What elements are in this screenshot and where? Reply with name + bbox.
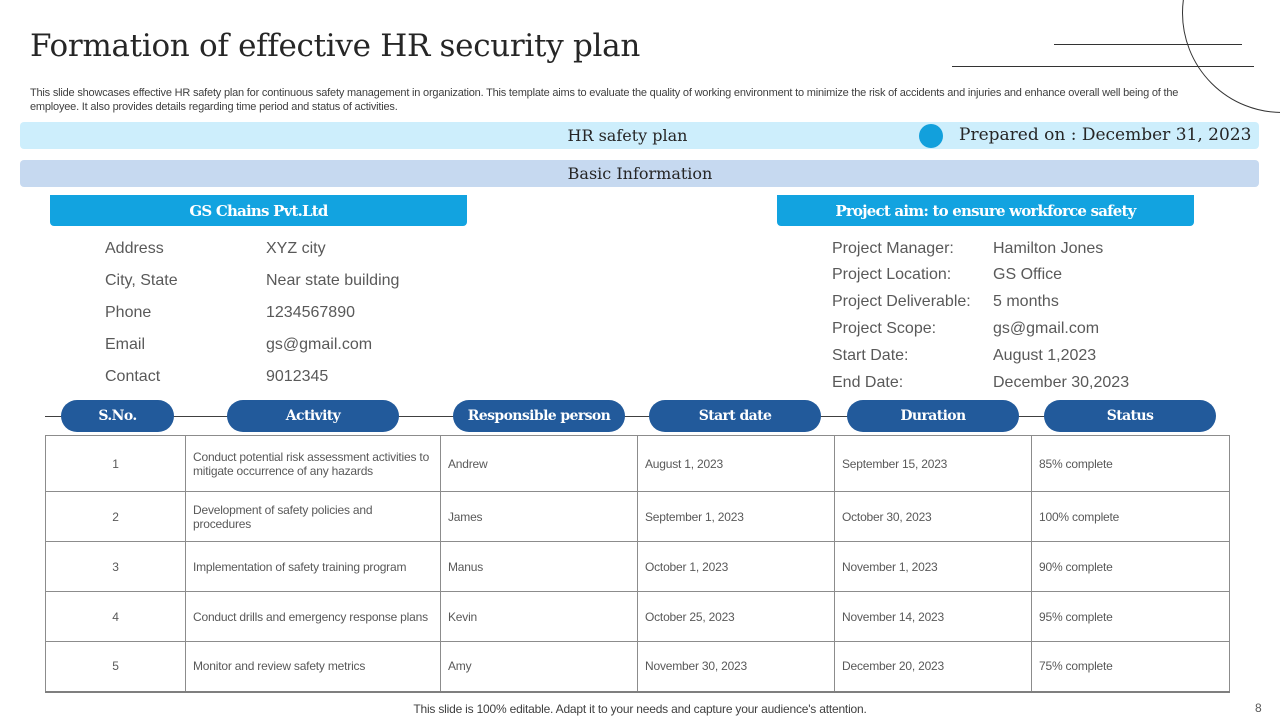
cell-sno: 5 <box>46 642 186 692</box>
company-field-value: 9012345 <box>266 368 329 385</box>
column-header-start-date: Start date <box>649 400 821 432</box>
cell-duration: November 1, 2023 <box>835 542 1032 592</box>
cell-start-date: September 1, 2023 <box>638 492 835 542</box>
table-row <box>46 492 1230 542</box>
page-number: 8 <box>1255 701 1262 715</box>
table-row <box>46 542 1230 592</box>
cell-sno: 1 <box>46 436 186 492</box>
cell-activity: Conduct drills and emergency response plans <box>186 592 441 642</box>
cell-responsible-person: Andrew <box>441 436 638 492</box>
cell-start-date: October 1, 2023 <box>638 542 835 592</box>
company-field-label: Email <box>105 336 146 353</box>
column-header-duration: Duration <box>847 400 1019 432</box>
cell-activity: Conduct potential risk assessment activities to mitigate occurrence of any hazards <box>186 436 441 492</box>
table-row <box>46 592 1230 642</box>
activity-table <box>45 435 1230 693</box>
cell-sno: 4 <box>46 592 186 642</box>
plan-band-label: HR safety plan <box>567 126 688 145</box>
cell-responsible-person: James <box>441 492 638 542</box>
cell-start-date: October 25, 2023 <box>638 592 835 642</box>
cell-responsible-person: Amy <box>441 642 638 692</box>
company-field-label: Address <box>105 240 164 257</box>
slide-description: This slide showcases effective HR safety plan for continuous safety management in organization. This template aims to evaluate the quality of working environment to minimize the risk of accidents and injuries and enhance overall well being of the employee. It also provides details regarding time period and status of activities. <box>30 87 1179 113</box>
cell-start-date: August 1, 2023 <box>638 436 835 492</box>
table-row <box>46 642 1230 692</box>
project-field-value: GS Office <box>993 266 1063 283</box>
bullet-dot-icon <box>919 124 943 148</box>
company-field-value: XYZ city <box>266 240 326 257</box>
table-row <box>46 436 1230 492</box>
cell-status: 90% complete <box>1032 542 1230 592</box>
company-field-label: Phone <box>105 304 152 321</box>
project-field-label: End Date: <box>832 374 904 391</box>
project-field-label: Project Deliverable: <box>832 293 971 310</box>
header-connector-line <box>45 416 1215 417</box>
cell-responsible-person: Kevin <box>441 592 638 642</box>
cell-duration: October 30, 2023 <box>835 492 1032 542</box>
project-field-label: Project Scope: <box>832 320 937 337</box>
project-field-value: August 1,2023 <box>993 347 1097 364</box>
cell-start-date: November 30, 2023 <box>638 642 835 692</box>
cell-sno: 3 <box>46 542 186 592</box>
cell-status: 100% complete <box>1032 492 1230 542</box>
project-field-label: Project Manager: <box>832 240 954 257</box>
cell-responsible-person: Manus <box>441 542 638 592</box>
company-field-value: Near state building <box>266 272 400 289</box>
company-field-label: City, State <box>105 272 178 289</box>
company-field-value: 1234567890 <box>266 304 355 321</box>
project-field-label: Start Date: <box>832 347 909 364</box>
cell-activity: Monitor and review safety metrics <box>186 642 441 692</box>
cell-activity: Implementation of safety training program <box>186 542 441 592</box>
cell-status: 95% complete <box>1032 592 1230 642</box>
company-field-label: Contact <box>105 368 161 385</box>
slide-title: Formation of effective HR security plan <box>30 28 640 64</box>
project-field-value: gs@gmail.com <box>993 320 1100 337</box>
cell-sno: 2 <box>46 492 186 542</box>
project-field-value: December 30,2023 <box>993 374 1130 391</box>
project-field-value: Hamilton Jones <box>993 240 1104 257</box>
cell-duration: December 20, 2023 <box>835 642 1032 692</box>
column-header-activity: Activity <box>227 400 399 432</box>
column-header-status: Status <box>1044 400 1216 432</box>
company-header: GS Chains Pvt.Ltd <box>50 195 467 226</box>
footer-note: This slide is 100% editable. Adapt it to your needs and capture your audience's attention. <box>413 702 867 716</box>
project-field-value: 5 months <box>993 293 1059 310</box>
cell-status: 85% complete <box>1032 436 1230 492</box>
cell-duration: November 14, 2023 <box>835 592 1032 642</box>
cell-activity: Development of safety policies and procedures <box>186 492 441 542</box>
prepared-on-date: Prepared on : December 31, 2023 <box>959 125 1252 145</box>
project-aim-header: Project aim: to ensure workforce safety <box>777 195 1194 226</box>
project-field-label: Project Location: <box>832 266 952 283</box>
column-header-responsible-person: Responsible person <box>453 400 625 432</box>
company-field-value: gs@gmail.com <box>266 336 373 353</box>
cell-status: 75% complete <box>1032 642 1230 692</box>
cell-duration: September 15, 2023 <box>835 436 1032 492</box>
basic-info-label: Basic Information <box>567 164 713 183</box>
column-header-sno: S.No. <box>61 400 174 432</box>
